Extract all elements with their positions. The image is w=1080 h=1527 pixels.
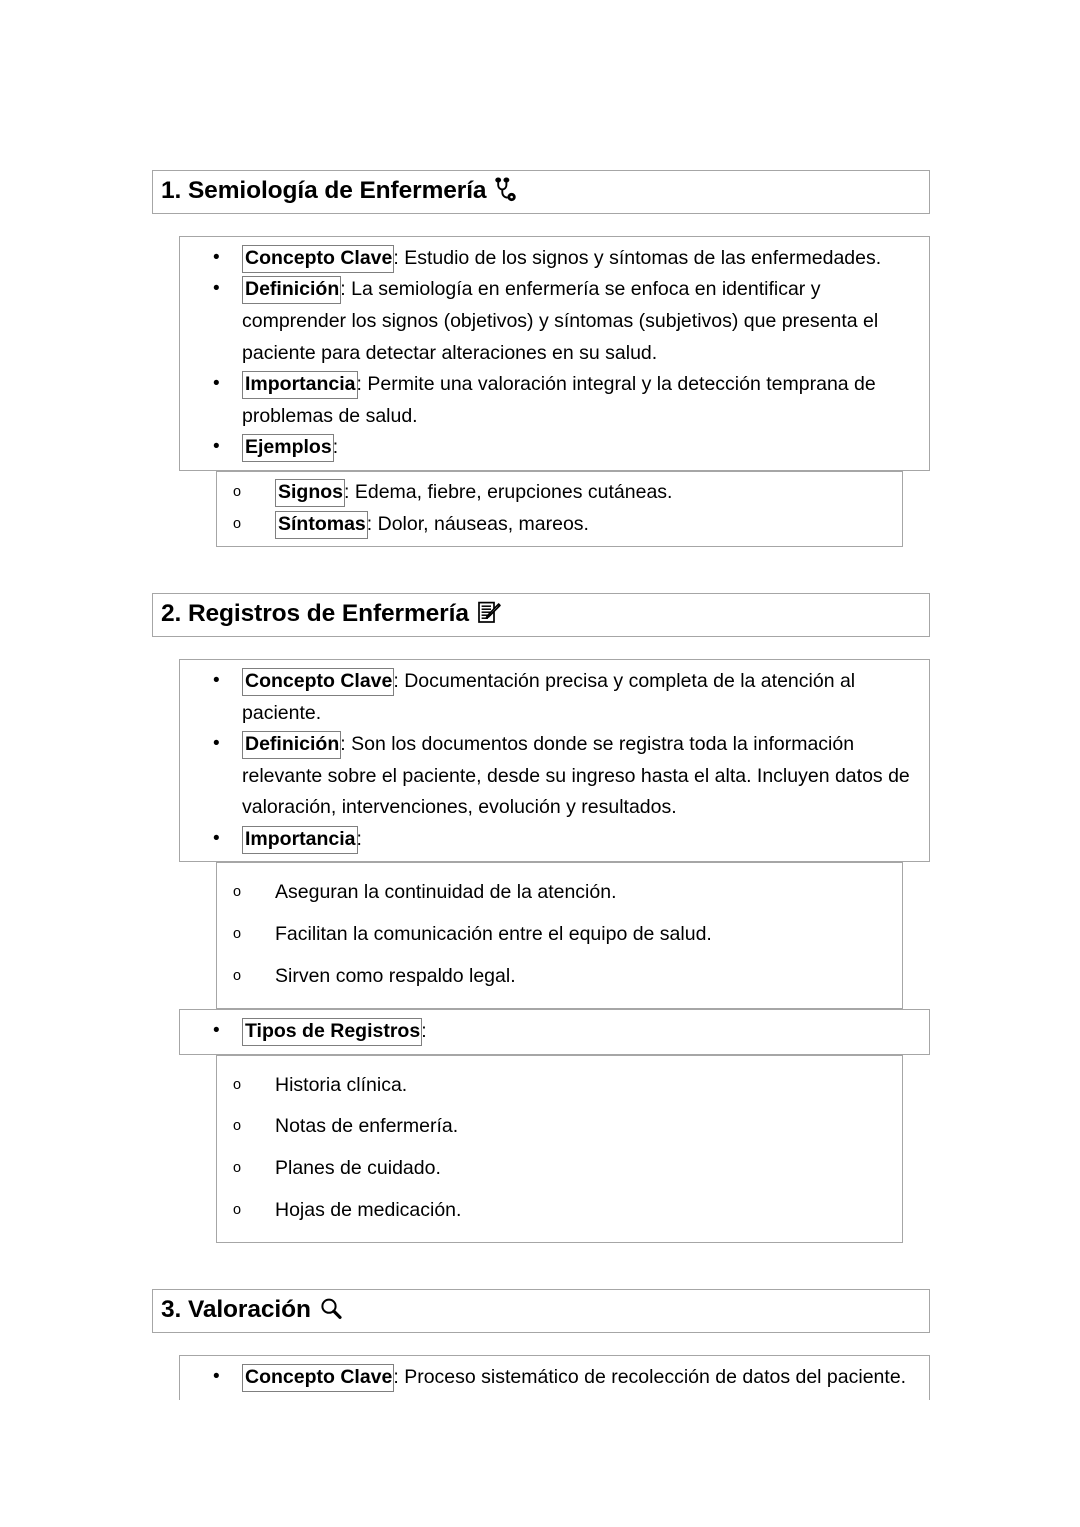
section-3-bullet-list [180,1362,929,1394]
list-item [217,1195,902,1227]
section-2-tipos-sub-list [217,1070,902,1226]
list-item-text: Historia clínica. [275,1073,408,1096]
list-item [217,961,902,993]
list-item [217,919,902,951]
spacer [152,637,930,659]
key-term: Ejemplos [242,434,334,462]
list-item-text: : [356,827,362,850]
list-item-text: Facilitan la comunicación entre el equipo de salud. [275,923,712,946]
list-item-text: Hojas de medicación. [275,1198,462,1221]
section-heading-1-line [161,177,921,206]
section-heading-2-title: 2. Registros de Enfermería [161,600,469,628]
list-item-text: : Documentación precisa y completa de la atención al paciente. [242,670,856,724]
section-2-tipos-sublist-box [216,1055,903,1243]
section-heading-3-title: 3. Valoración [161,1296,311,1324]
memo-pencil-icon [476,600,502,626]
key-term: Importancia [242,371,358,399]
section-1-bullet-list [180,243,929,464]
list-item [180,729,929,824]
list-item-text: : Dolor, náuseas, mareos. [366,512,589,535]
list-item [180,274,929,369]
list-item [217,477,902,509]
list-item-text: : Edema, fiebre, erupciones cutáneas. [344,480,673,503]
list-item [180,666,929,729]
key-term: Tipos de Registros [242,1018,422,1046]
list-item-text: : [332,436,339,459]
section-heading-3-line [161,1296,921,1325]
section-2-bullet-list-2 [180,1016,929,1048]
section-heading-2-line [161,600,921,629]
section-3-list-box [179,1355,930,1400]
key-term: Definición [242,276,341,304]
section-heading-3 [152,1289,930,1333]
list-item [217,1070,902,1102]
list-item [180,1016,929,1048]
key-term: Importancia [242,826,358,854]
key-term: Concepto Clave [242,668,394,696]
key-term: Concepto Clave [242,245,394,273]
spacer [152,1333,930,1355]
list-item-text: : [421,1020,427,1043]
list-item-text: Planes de cuidado. [275,1156,441,1179]
list-item-text: Notas de enfermería. [275,1115,459,1138]
section-2-importancia-sub-list [217,877,902,992]
list-item [217,1153,902,1185]
spacer [152,547,930,593]
list-item [217,509,902,541]
list-item [180,824,929,856]
spacer [152,214,930,236]
section-heading-1-title: 1. Semiología de Enfermería [161,177,487,204]
section-1-list-box [179,236,930,471]
section-2-importancia-sublist-box [216,862,903,1009]
section-2-list-box-2 [179,1009,930,1055]
section-2-list-box [179,659,930,862]
section-heading-2 [152,593,930,637]
key-term: Concepto Clave [242,1364,394,1392]
key-term: Definición [242,731,341,759]
list-item [180,1362,929,1394]
section-2-bullet-list [180,666,929,855]
magnifying-glass-icon [318,1296,344,1322]
list-item [180,432,929,464]
key-term: Síntomas [275,511,368,539]
list-item-text: : Proceso sistemático de recolección de datos del paciente. [393,1366,907,1389]
list-item [217,877,902,909]
list-item-text: Sirven como respaldo legal. [275,964,516,987]
list-item [180,243,929,275]
section-heading-1 [152,170,930,214]
document-content [152,170,930,1400]
spacer [152,1243,930,1289]
list-item [217,1111,902,1143]
list-item-text: Aseguran la continuidad de la atención. [275,881,617,904]
list-item-text: : La semiología en enfermería se enfoca en identificar y comprender los signos (objetivos) y síntomas (subjetivos) que presenta el paciente para detectar alteraciones en su salud. [242,278,879,364]
section-1-sub-list [217,477,902,540]
list-item-text: : Estudio de los signos y síntomas de las enfermedades. [393,246,882,269]
stethoscope-icon [493,177,519,203]
key-term: Signos [275,479,345,507]
section-1-sublist-box [216,471,903,547]
list-item-text: : Permite una valoración integral y la detección temprana de problemas de salud. [242,373,876,427]
list-item-text: : Son los documentos donde se registra toda la información relevante sobre el paciente, desde su ingreso hasta el alta. Incluyen datos de valoración, intervenciones, evolución y resultados. [242,733,910,819]
list-item [180,369,929,432]
